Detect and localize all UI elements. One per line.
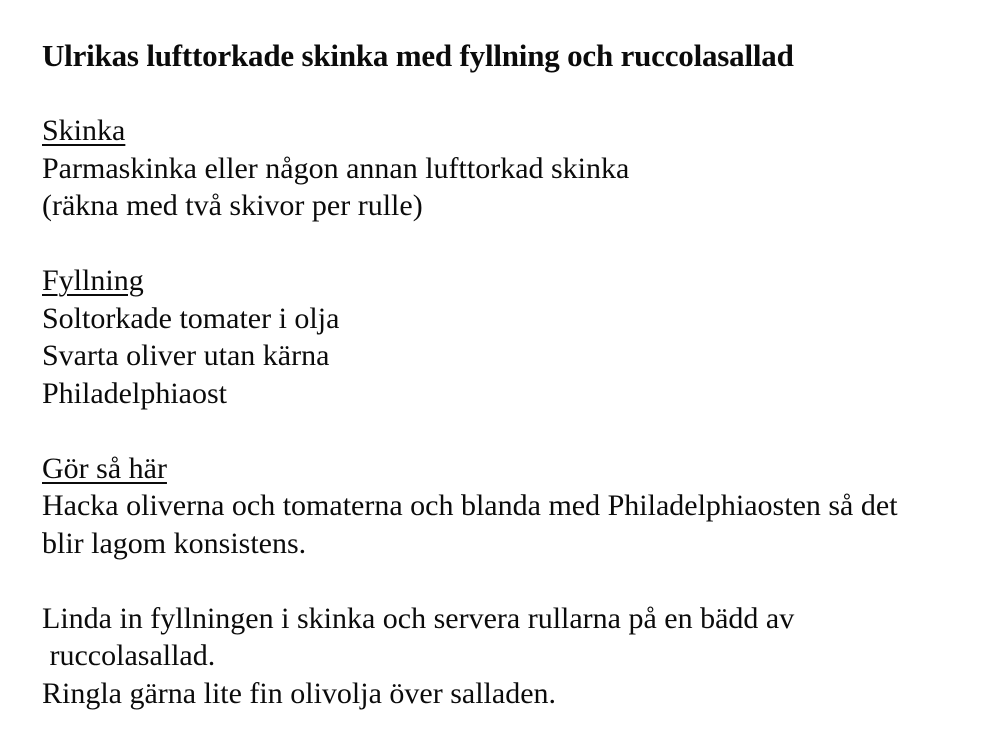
ingredient-line: Soltorkade tomater i olja <box>42 301 340 335</box>
blank-line <box>42 562 980 600</box>
instruction-line: Linda in fyllningen i skinka och servera rullarna på en bädd av <box>42 601 795 635</box>
ingredient-line: Philadelphiaost <box>42 376 227 410</box>
recipe-title: Ulrikas lufttorkade skinka med fyllning och ruccolasallad <box>42 38 794 73</box>
instruction-line: blir lagom konsistens. <box>42 526 307 560</box>
blank-line <box>42 225 980 263</box>
section-heading-gor-sa-har: Gör så här <box>42 451 167 485</box>
section-heading-skinka: Skinka <box>42 114 126 147</box>
ingredient-line: Svarta oliver utan kärna <box>42 339 330 372</box>
instruction-line: Ringla gärna lite fin olivolja över salladen. <box>42 676 557 710</box>
instruction-line: Hacka oliverna och tomaterna och blanda med Philadelphiaosten så det <box>42 489 898 522</box>
section-gor-sa-har <box>42 450 980 563</box>
section-serving <box>42 600 980 713</box>
ingredient-note-line: (räkna med två skivor per rulle) <box>42 189 423 222</box>
instruction-line: ruccolasallad. <box>42 639 216 672</box>
blank-line <box>42 75 980 113</box>
section-skinka <box>42 112 980 225</box>
section-fyllning <box>42 262 980 412</box>
ingredient-line: Parmaskinka eller någon annan lufttorkad skinka <box>42 151 630 185</box>
blank-line <box>42 412 980 450</box>
section-heading-fyllning: Fyllning <box>42 264 144 297</box>
